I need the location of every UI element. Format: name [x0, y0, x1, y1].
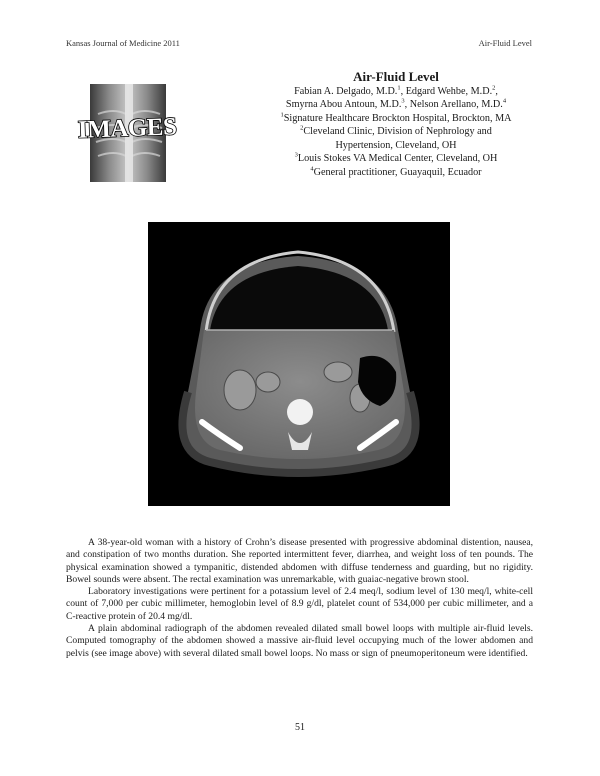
- page-number: 51: [295, 722, 305, 733]
- article-title-block: [258, 70, 534, 179]
- running-title: Air-Fluid Level: [478, 38, 532, 48]
- paragraph-2: Laboratory investigations were pertinent for a potassium level of 2.4 meq/l, sodium level of 130 meq/l, white-cell count of 7,000 per cubic millimeter, hemoglobin level of 8.9 g/dl, platelet count of 534,000 per cubic millimeter, and a C-reactive protein of 20.4 mg/dl.: [66, 586, 533, 622]
- paragraph-3: A plain abdominal radiograph of the abdomen revealed dilated small bowel loops with multiple air-fluid levels. Computed tomography of the abdomen showed a massive air-fluid level occupying much of the lower abdomen and pelvis (see image above) with several dilated small bowel loops. No mass or sign of pneumoperitoneum were identified.: [66, 623, 533, 659]
- article-body: [66, 537, 533, 660]
- journal-header: Kansas Journal of Medicine 2011: [66, 38, 180, 48]
- article-title: Air-Fluid Level: [353, 69, 439, 84]
- affiliation-4: $^4$General practitioner, Guayaquil, Ecuador: [310, 165, 482, 178]
- images-section-logo: [74, 84, 184, 184]
- paragraph-1: A 38-year-old woman with a history of Crohn’s disease presented with progressive abdominal distention, nausea, and constipation of two months duration. She reported intermittent fever, diarrhea, and weight loss of ten pounds. The physical examination showed a tympanitic, distended abdomen with diffuse tenderness and guarding, but no rigidity. Bowel sounds were absent. The rectal examination was unremarkable, with guaiac-negative brown stool.: [66, 537, 533, 585]
- affiliation-2-cont: Hypertension, Cleveland, OH: [335, 139, 457, 151]
- authors-line-2: Smyrna Abou Antoun, M.D.$^3$, Nelson Arellano, M.D.$^4$: [285, 97, 507, 110]
- affiliation-2: $^2$Cleveland Clinic, Division of Nephrology and: [300, 124, 492, 137]
- affiliation-3: $^3$Louis Stokes VA Medical Center, Cleveland, OH: [294, 151, 498, 164]
- authors-line-1: Fabian A. Delgado, M.D.$^1$, Edgard Wehbe, M.D.$^2$,: [294, 84, 498, 97]
- logo-text: IMAGES: [77, 113, 177, 144]
- affiliation-1: $^1$Signature Healthcare Brockton Hospital, Brockton, MA: [280, 111, 512, 124]
- ct-scan-image: [148, 222, 450, 506]
